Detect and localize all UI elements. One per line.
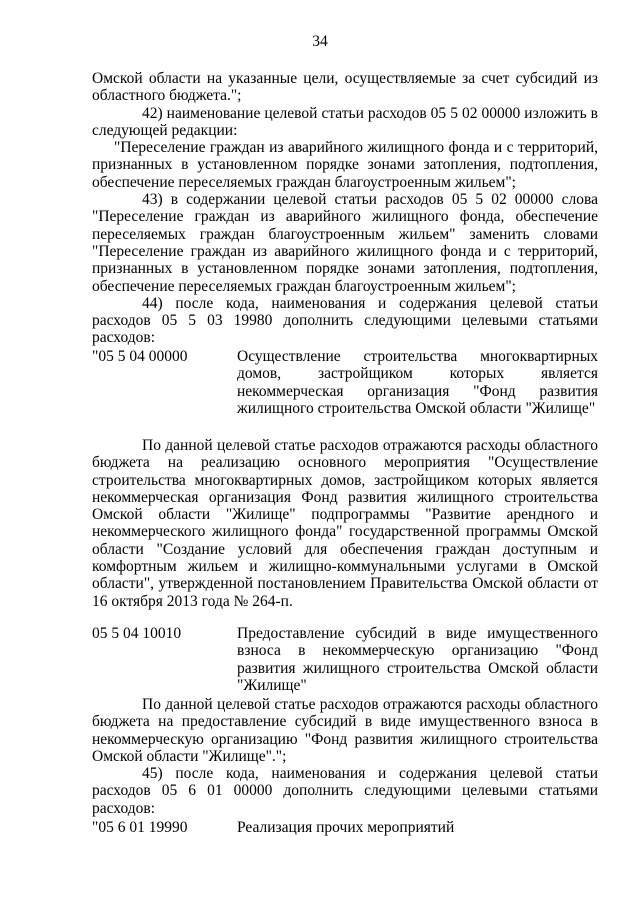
paragraph-item-45: 45) после кода, наименования и содержания целевой статьи расходов 05 6 01 00000 дополнить следующими целевыми статьями расходов: [92, 765, 598, 817]
paragraph-new-name: "Переселение граждан из аварийного жилищного фонда и с территорий, признанных в установленном порядке зонами затопления, подтопления, обеспечение переселяемых граждан благоустроенным жильем"; [92, 139, 598, 191]
entry-note [92, 696, 598, 817]
paragraph-continuation: Омской области на указанные цели, осуществляемые за счет субсидий из областного бюджета."; [92, 70, 598, 105]
page-number: 34 [312, 33, 328, 50]
entry-code: "05 6 01 19990 [92, 819, 188, 836]
entry-note-text: По данной целевой статье расходов отражаются расходы областного бюджета на реализацию основного мероприятия "Осуществление строительства многоквартирных домов, застройщиком которых является некоммерческая организация Фонд развития жилищного строительства Омской области "Жилище" подпрограммы "Развитие арендного и некоммерческого жилищного фонда" государственной программы Омской области "Создание условий для обеспечения граждан доступным и комфортным жильем и жилищно-коммунальными услугами в Омской области", утвержденной постановлением Правительства Омской области от 16 октября 2013 года № 264-п. [92, 437, 598, 610]
entry-code: 05 5 04 10010 [92, 625, 182, 642]
entry-note [92, 437, 598, 610]
intro-text [92, 70, 598, 347]
paragraph-item-43: 43) в содержании целевой статьи расходов 05 5 02 00000 слова "Переселение граждан из аварийного жилищного фонда, обеспечение переселяемых граждан благоустроенным жильем" заменить словами "Переселение граждан из аварийного жилищного фонда и с территорий, признанных в установленном порядке зонами затопления, подтопления, обеспечение переселяемых граждан благоустроенным жильем"; [92, 191, 598, 295]
entry-title: Осуществление строительства многоквартирных домов, застройщиком которых является некоммерческая организация "Фонд развития жилищного строительства Омской области "Жилище" [237, 348, 598, 417]
entry-note-text: По данной целевой статье расходов отражаются расходы областного бюджета на предоставление субсидий в виде имущественного взноса в некоммерческую организацию "Фонд развития жилищного строительства Омской области "Жилище"."; [92, 696, 598, 765]
entry-code: "05 5 04 00000 [92, 348, 188, 365]
entry-title: Предоставление субсидий в виде имущественного взноса в некоммерческую организацию "Фонд развития жилищного строительства Омской области "Жилище" [237, 625, 598, 694]
entry-title: Реализация прочих мероприятий [237, 819, 455, 836]
paragraph-item-42: 42) наименование целевой статьи расходов 05 5 02 00000 изложить в следующей редакции: [92, 104, 598, 139]
paragraph-item-44: 44) после кода, наименования и содержания целевой статьи расходов 05 5 03 19980 дополнить следующими целевыми статьями расходов: [92, 294, 598, 347]
